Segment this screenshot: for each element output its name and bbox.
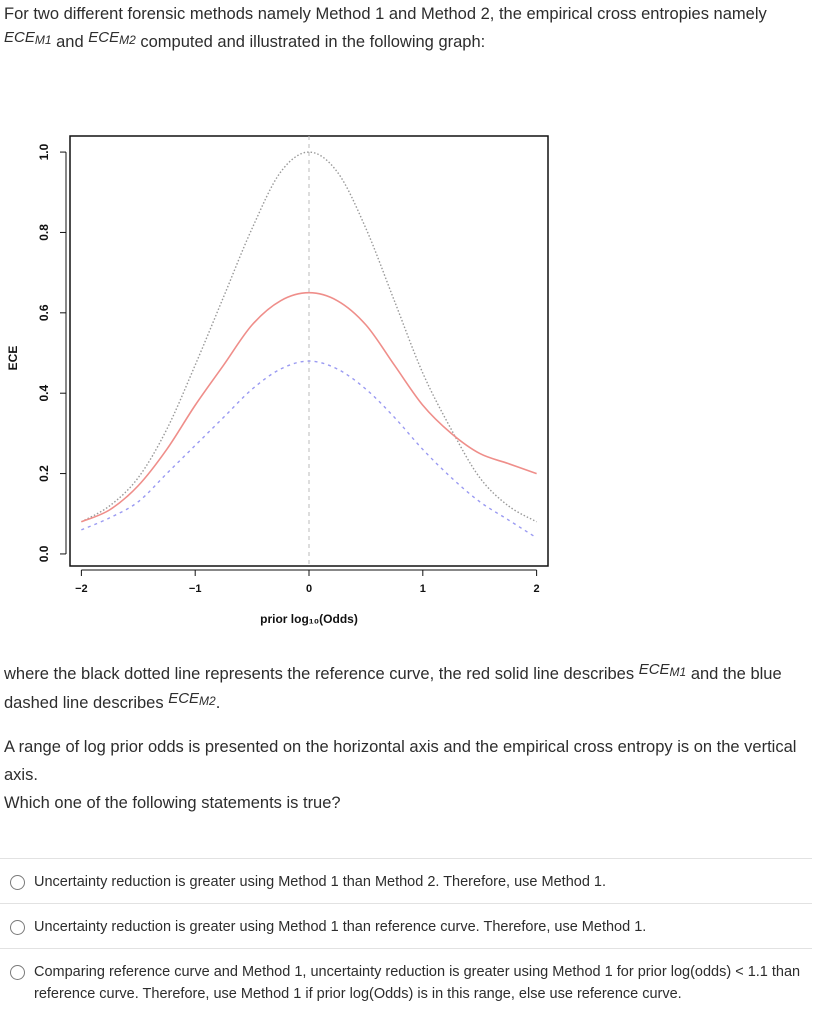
question-intro: [4, 0, 804, 57]
description: [4, 660, 809, 718]
y-axis: [37, 143, 66, 562]
x-axis-label: prior log₁₀(Odds): [260, 612, 358, 626]
radio-button[interactable]: [10, 965, 25, 980]
and-text: and: [56, 33, 84, 51]
answer-option-1[interactable]: [0, 858, 812, 903]
ece-m2-symbol-2: $ECE_{M2}$: [168, 690, 216, 708]
y-tick-label: 1.0: [37, 143, 51, 161]
desc-end-text: .: [215, 694, 221, 712]
y-axis-label: ECE: [6, 345, 20, 371]
ece-chart: [0, 118, 560, 638]
desc-mid-text: and the blue dashed line describes: [4, 665, 782, 712]
answer-options: [0, 858, 812, 1015]
desc-text: where the black dotted line represents the reference curve, the red solid line describes: [4, 665, 635, 683]
ece-m1-symbol-2: $ECE_{M1}$: [638, 661, 687, 679]
ece-m1-symbol: $ECE_{M1}$: [4, 29, 52, 47]
answer-option-2[interactable]: [0, 903, 812, 948]
y-tick-label: 0.4: [37, 384, 51, 402]
axis-description: A range of log prior odds is presented on the horizontal axis and the empirical cross entropy is on the vertical axis.: [4, 738, 797, 784]
intro-end-text: computed and illustrated in the following graph:: [140, 33, 486, 51]
answer-option-3[interactable]: [0, 948, 812, 1015]
x-tick-label: 2: [533, 583, 540, 595]
ece-m2-symbol: $ECE_{M2}$: [88, 29, 136, 47]
radio-button[interactable]: [10, 920, 25, 935]
option-label[interactable]: Uncertainty reduction is greater using Method 1 than reference curve. Therefore, use Method 1.: [34, 919, 647, 935]
y-tick-label: 0.6: [37, 304, 51, 322]
option-label[interactable]: Comparing reference curve and Method 1, uncertainty reduction is greater using Method 1 for prior log(odds) < 1.1 than reference curve. Therefore, use Method 1 if prior log(Odds) is in this range, else use reference curve.: [34, 964, 801, 1002]
option-label[interactable]: Uncertainty reduction is greater using Method 1 than Method 2. Therefore, use Method 1.: [34, 874, 607, 890]
y-tick-label: 0.8: [37, 224, 51, 241]
question-prompt: Which one of the following statements is true?: [4, 794, 341, 812]
y-tick-label: 0.2: [37, 465, 51, 482]
x-tick-label: −2: [75, 583, 88, 595]
x-tick-label: −1: [188, 583, 202, 595]
y-tick-label: 0.0: [37, 545, 51, 563]
x-tick-label: 0: [305, 583, 313, 595]
intro-text: For two different forensic methods namely Method 1 and Method 2, the empirical cross entropies namely: [4, 5, 767, 23]
x-axis: [75, 570, 540, 595]
series-method1-line: [81, 293, 536, 522]
x-tick-label: 1: [419, 583, 426, 595]
radio-button[interactable]: [10, 875, 25, 890]
